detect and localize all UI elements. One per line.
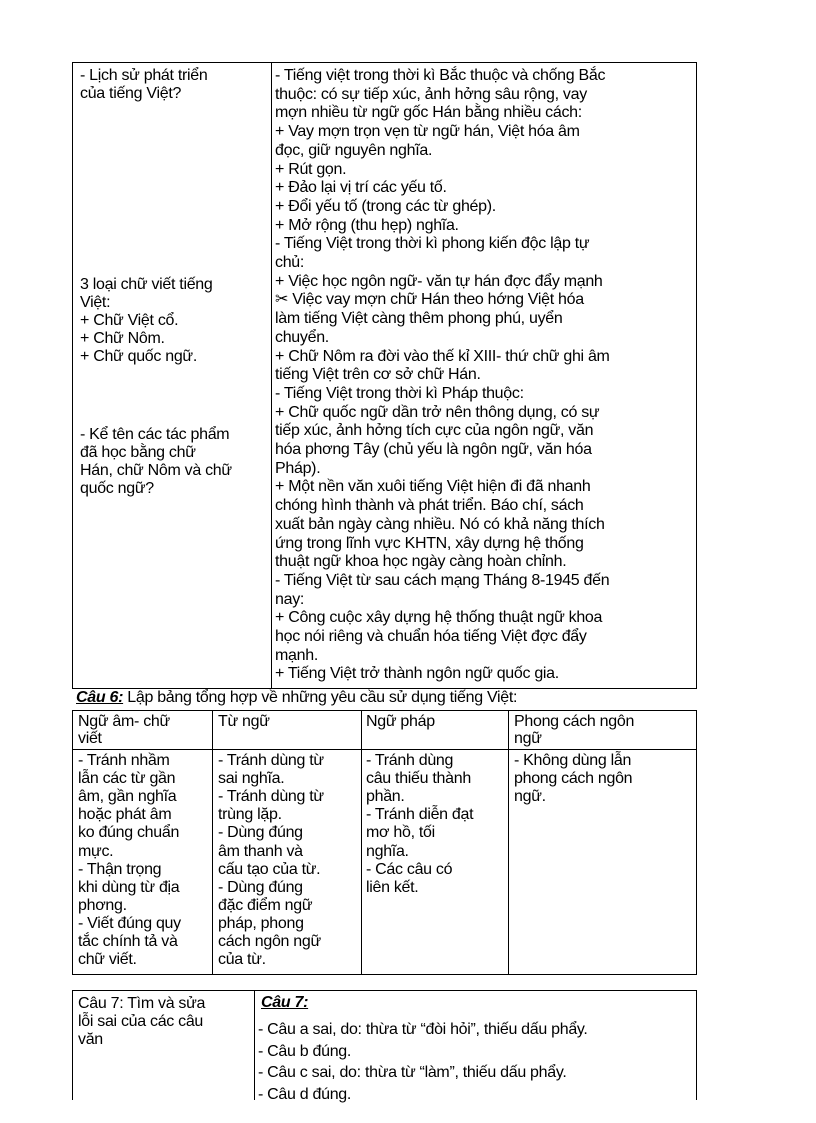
table-cell-line: - Viết đúng quy <box>78 914 181 932</box>
question-line: lỗi sai của các câu <box>78 1013 204 1030</box>
column-divider <box>271 63 272 688</box>
column-header: ngữ <box>514 730 542 747</box>
table-cell-line: câu thiếu thành <box>366 770 471 788</box>
answer-line: - Tiếng Việt trong thời kì Pháp thuộc: <box>275 384 524 402</box>
answer-line: học nói riêng và chuẩn hóa tiếng Việt đợc đẩy <box>275 628 587 645</box>
table-cell-line: sai nghĩa. <box>218 770 285 788</box>
answer-line: tiếng Việt trên cơ sở chữ Hán. <box>275 366 481 384</box>
answer-line: - Câu b đúng. <box>258 1042 352 1060</box>
answer-line: mợn nhiều từ ngữ gốc Hán bằng nhiều cách: <box>275 104 582 122</box>
table-cell-line: cấu tạo của từ. <box>218 860 321 878</box>
question-line: - Lịch sử phát triển <box>80 67 208 84</box>
table-cell-line: mơ hồ, tối <box>366 824 435 842</box>
answer-line: xuất bản ngày càng nhiều. Nó có khả năng thích <box>275 515 605 533</box>
table-cell-line: - Tránh diễn đạt <box>366 806 474 824</box>
table-cell-line: - Các câu có <box>366 860 453 878</box>
answer-line: chuyển. <box>275 328 329 346</box>
answer-line: - Tiếng việt trong thời kì Bắc thuộc và chống Bắc <box>275 67 606 84</box>
table-cell-line: phần. <box>366 788 405 806</box>
table-cell-line: - Không dùng lẫn <box>514 752 632 769</box>
column-header: viết <box>78 730 102 747</box>
table-cell-line: khi dùng từ địa <box>78 878 180 896</box>
answer-line: - Câu a sai, do: thừa từ “đòi hỏi”, thiếu dấu phẩy. <box>258 1021 588 1038</box>
answer-line: + Chữ quốc ngữ dần trở nên thông dụng, có sự <box>275 403 600 421</box>
column-header: Ngữ pháp <box>366 713 435 730</box>
table-cell-line: ngữ. <box>514 788 546 806</box>
table-cell-line: - Tránh dùng từ <box>218 752 324 769</box>
cau6-text: Lập bảng tổng hợp về những yêu cầu sử dụng tiếng Việt: <box>123 689 518 706</box>
question-line: + Chữ quốc ngữ. <box>80 348 197 365</box>
table-cell-line: - Tránh dùng <box>366 752 454 769</box>
answer-line: - Tiếng Việt từ sau cách mạng Tháng 8-1945 đến <box>275 571 610 589</box>
table-cell-line: đặc điểm ngữ <box>218 896 313 914</box>
question-line: + Chữ Việt cổ. <box>80 312 179 329</box>
answer-line: + Công cuộc xây dựng hệ thống thuật ngữ khoa <box>275 609 603 627</box>
table-cell-line: - Tránh dùng từ <box>218 788 324 806</box>
answer-line: đọc, giữ nguyên nghĩa. <box>275 141 433 159</box>
answer-line: + Một nền văn xuôi tiếng Việt hiện đi đã nhanh <box>275 478 591 496</box>
question-line: đã học bằng chữ <box>80 444 196 461</box>
question-line: của tiếng Việt? <box>80 85 182 102</box>
table-cell-line: nghĩa. <box>366 842 409 860</box>
table-cell-line: ko đúng chuẩn <box>78 824 180 842</box>
answer-line: Pháp). <box>275 459 321 477</box>
table-cell-line: - Tránh nhầm <box>78 752 170 769</box>
answer-line: - Câu d đúng. <box>258 1085 352 1103</box>
table-cell-line: phong cách ngôn <box>514 770 633 788</box>
table-cell-line: - Dùng đúng <box>218 824 303 842</box>
answer-line: mạnh. <box>275 646 318 664</box>
table-cell-line: phơng. <box>78 896 127 914</box>
table-cell-line: hoặc phát âm <box>78 806 172 824</box>
answer-line: + Việc học ngôn ngữ- văn tự hán đợc đẩy mạnh <box>275 272 603 290</box>
question-line: 3 loại chữ viết tiếng <box>80 276 213 293</box>
question-line: quốc ngữ? <box>80 480 154 497</box>
answer-line: + Mở rộng (thu hẹp) nghĩa. <box>275 216 459 234</box>
question-line: Câu 7: Tìm và sửa <box>78 995 206 1012</box>
answer-line: thuật ngữ khoa học ngày càng hoàn chỉnh. <box>275 553 567 571</box>
table-cell-line: âm, gần nghĩa <box>78 788 177 806</box>
table-cell-line: mực. <box>78 842 114 860</box>
column-divider <box>254 991 255 1100</box>
answer-line: làm tiếng Việt càng thêm phong phú, uyển <box>275 310 563 328</box>
answer-line: + Vay mợn trọn vẹn từ ngữ hán, Việt hóa âm <box>275 123 580 141</box>
answer-line: hóa phơng Tây (chủ yếu là ngôn ngữ, văn hóa <box>275 441 592 458</box>
column-header: Phong cách ngôn <box>514 713 635 730</box>
question-line: - Kể tên các tác phẩm <box>80 426 230 443</box>
table-cell-line: pháp, phong <box>218 914 304 932</box>
table-cell-line: - Thận trọng <box>78 860 162 878</box>
answer-line: ứng trong lĩnh vực KHTN, xây dựng hệ thống <box>275 534 584 552</box>
answer-line: + Đổi yếu tố (trong các từ ghép). <box>275 197 496 215</box>
question-line: Hán, chữ Nôm và chữ <box>80 462 232 479</box>
column-header: Từ ngữ <box>218 713 270 730</box>
table-cell-line: tắc chính tả và <box>78 933 178 950</box>
table-cell-line: liên kết. <box>366 878 419 896</box>
cau6-label: Câu 6: <box>76 689 124 706</box>
answer-line: thuộc: có sự tiếp xúc, ảnh hởng sâu rộng, vay <box>275 85 587 103</box>
table-cell-line: cách ngôn ngữ <box>218 933 321 950</box>
answer-line: - Tiếng Việt trong thời kì phong kiến độc lập tự <box>275 235 590 253</box>
table-cell-line: lẫn các từ gần <box>78 770 176 788</box>
answer-line: + Rút gọn. <box>275 160 347 178</box>
answer-line: + Đảo lại vị trí các yếu tố. <box>275 179 447 197</box>
question-line: văn <box>78 1031 103 1048</box>
answer-line: chóng hình thành và phát triển. Báo chí, sách <box>275 497 584 515</box>
answer-line: + Tiếng Việt trở thành ngôn ngữ quốc gia. <box>275 665 559 683</box>
answer-line: tiếp xúc, ảnh hởng tích cực của ngôn ngữ, văn <box>275 422 594 440</box>
table-cell-line: âm thanh và <box>218 842 303 860</box>
table-cell-line: trùng lặp. <box>218 806 282 824</box>
column-header: Ngữ âm- chữ <box>78 713 170 730</box>
cau7-label: Câu 7: <box>261 994 309 1011</box>
answer-line: ✂ Việc vay mợn chữ Hán theo hớng Việt hóa <box>275 291 584 309</box>
table-cell-line: chữ viết. <box>78 951 137 969</box>
answer-line: + Chữ Nôm ra đời vào thế kỉ XIII- thứ chữ ghi âm <box>275 347 610 365</box>
question-line: Việt: <box>80 294 111 311</box>
question-line: + Chữ Nôm. <box>80 330 165 347</box>
table-cell-line: của từ. <box>218 951 266 969</box>
answer-line: chủ: <box>275 254 305 271</box>
answer-line: nay: <box>275 590 305 608</box>
cau6-caption <box>76 689 517 707</box>
table-cell-line: - Dùng đúng <box>218 878 303 896</box>
answer-line: - Câu c sai, do: thừa từ “làm”, thiếu dấu phẩy. <box>258 1064 567 1081</box>
